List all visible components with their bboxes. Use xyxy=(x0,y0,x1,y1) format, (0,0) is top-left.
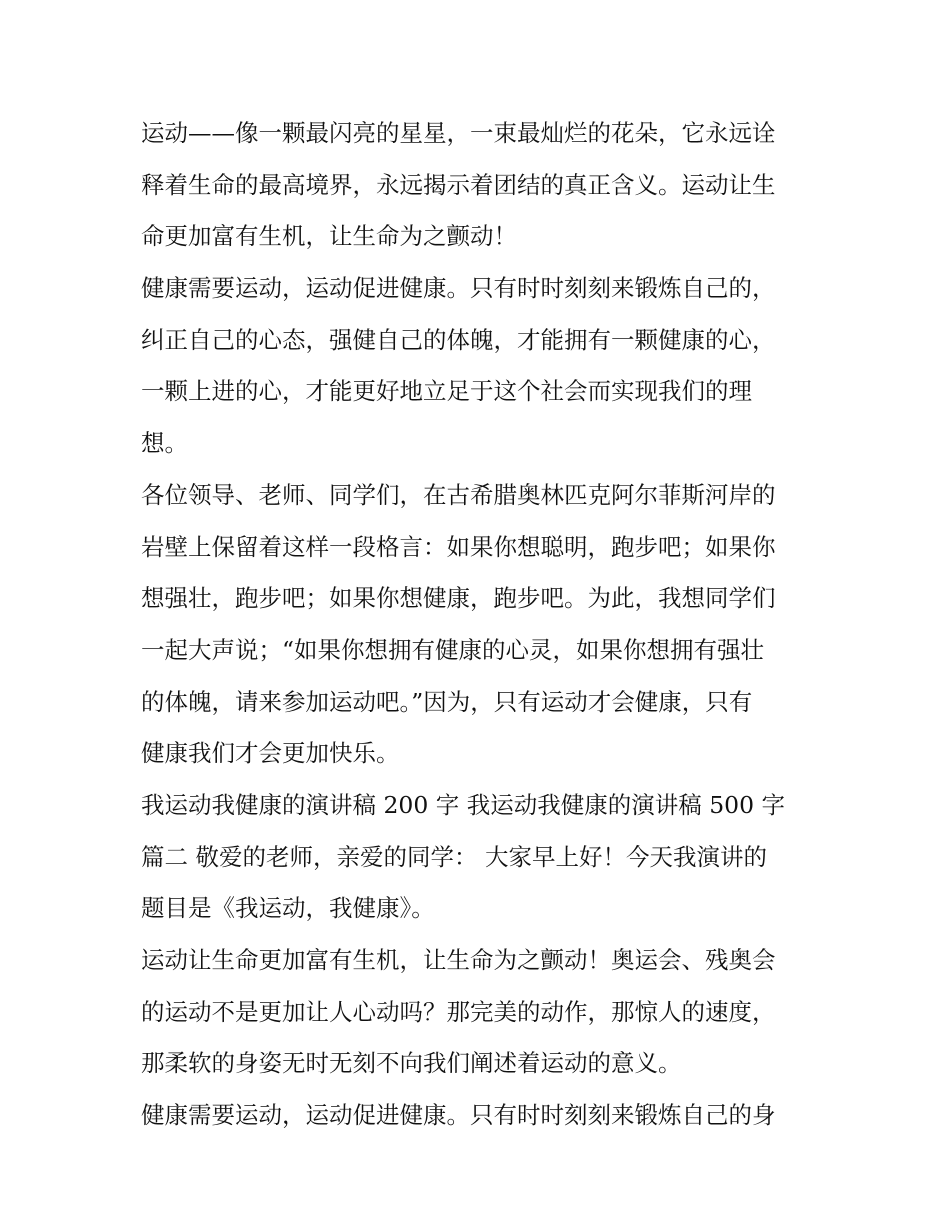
text-line: 的运动不是更加让人心动吗？那完美的动作，那惊人的速度， xyxy=(141,997,776,1026)
text-line: 题目是《我运动，我健康》。 xyxy=(141,894,435,923)
text-line: 想。 xyxy=(141,429,188,458)
text-line: 篇二 敬爱的老师，亲爱的同学： 大家早上好！今天我演讲的 xyxy=(141,842,767,871)
text-line: 的体魄，请来参加运动吧。”因为，只有运动才会健康，只有 xyxy=(141,687,753,716)
text-line: 一起大声说；“如果你想拥有健康的心灵，如果你想拥有强壮 xyxy=(141,635,765,664)
text-line: 想强壮，跑步吧；如果你想健康，跑步吧。为此，我想同学们 xyxy=(141,584,776,613)
text-line: 释着生命的最高境界，永远揭示着团结的真正含义。运动让生 xyxy=(141,170,776,199)
text-line: 运动让生命更加富有生机，让生命为之颤动！奥运会、残奥会 xyxy=(141,946,776,974)
text-line: 健康需要运动，运动促进健康。只有时时刻刻来锻炼自己的， xyxy=(141,274,776,303)
text-line: 健康我们才会更加快乐。 xyxy=(141,739,400,768)
text-line: 那柔软的身姿无时无刻不向我们阐述着运动的意义。 xyxy=(141,1049,682,1078)
document-body xyxy=(141,108,813,1142)
text-line: 一颗上进的心，才能更好地立足于这个社会而实现我们的理 xyxy=(141,377,752,406)
text-line: 岩壁上保留着这样一段格言：如果你想聪明，跑步吧；如果你 xyxy=(141,532,776,561)
text-line: 各位领导、老师、同学们，在古希腊奥林匹克阿尔菲斯河岸的 xyxy=(141,480,776,509)
text-line: 运动——像一颗最闪亮的星星，一束最灿烂的花朵，它永远诠 xyxy=(141,119,776,147)
text-line: 纠正自己的心态，强健自己的体魄，才能拥有一颗健康的心， xyxy=(141,325,776,354)
text-line: 命更加富有生机，让生命为之颤动！ xyxy=(141,222,517,251)
text-line: 健康需要运动，运动促进健康。只有时时刻刻来锻炼自己的身 xyxy=(141,1101,776,1130)
text-line: 我运动我健康的演讲稿 200 字 我运动我健康的演讲稿 500 字 xyxy=(141,790,786,819)
